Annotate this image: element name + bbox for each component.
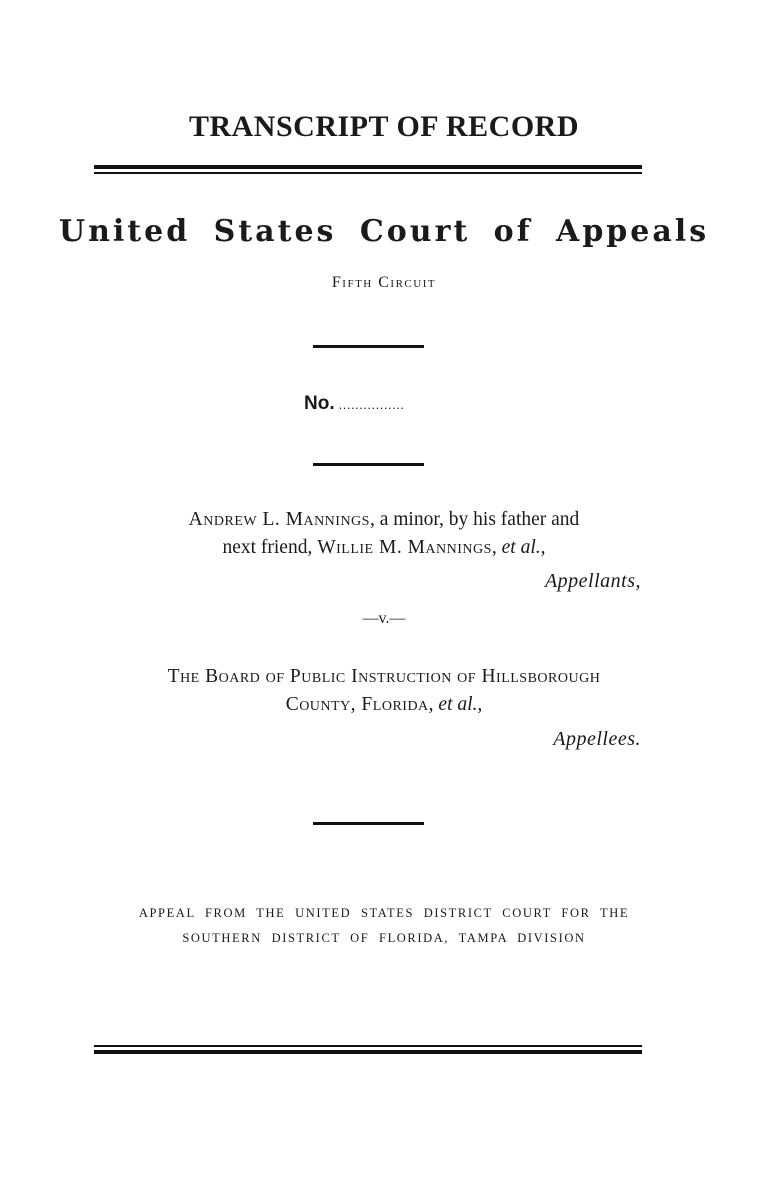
- appellant-name: Andrew L. Mannings: [188, 509, 370, 530]
- appellants-separator: ,: [491, 537, 502, 558]
- appellees-line-1: The Board of Public Instruction of Hillsborough: [167, 666, 601, 687]
- divider-rule-2: [313, 463, 424, 466]
- docket-label: No.: [304, 393, 335, 414]
- next-friend-text: next friend,: [222, 537, 318, 558]
- top-rule-thin: [94, 172, 642, 174]
- divider-rule-1: [313, 345, 424, 348]
- appellants-et-al: et al.,: [501, 537, 546, 558]
- appellees-line-2: [0, 691, 768, 719]
- court-name: United States Court of Appeals: [58, 214, 710, 249]
- appeal-line-1: APPEAL FROM THE UNITED STATES DISTRICT COURT FOR THE: [138, 906, 630, 920]
- versus-text: —v.—: [362, 610, 406, 627]
- appeal-statement: [0, 901, 768, 951]
- circuit-name: Fifth Circuit: [331, 274, 437, 291]
- top-rule-thick: [94, 165, 642, 169]
- docket-blank: ................: [338, 397, 405, 412]
- appellants-block: [0, 506, 768, 562]
- next-friend-name: Willie M. Mannings: [317, 537, 492, 558]
- appellants-role: Appellants,: [544, 570, 641, 592]
- bottom-rule-thick: [94, 1050, 642, 1054]
- divider-rule-3: [313, 822, 424, 825]
- appeal-line-2: SOUTHERN DISTRICT OF FLORIDA, TAMPA DIVISION: [182, 931, 586, 945]
- bottom-double-rule: [94, 1045, 642, 1054]
- appellees-role: Appellees.: [553, 728, 641, 750]
- page-title: TRANSCRIPT OF RECORD: [188, 110, 580, 143]
- docket-number: [304, 393, 404, 415]
- appellees-block: [0, 663, 768, 719]
- top-double-rule: [94, 165, 642, 174]
- appellees-separator: ,: [428, 694, 439, 715]
- appellants-line-2: [0, 534, 768, 562]
- appellants-line-1: [0, 506, 768, 534]
- appellees-county: County, Florida: [285, 694, 429, 715]
- appellant-description: , a minor, by his father and: [369, 509, 580, 530]
- appellees-et-al: et al.,: [438, 694, 483, 715]
- bottom-rule-thin: [94, 1045, 642, 1047]
